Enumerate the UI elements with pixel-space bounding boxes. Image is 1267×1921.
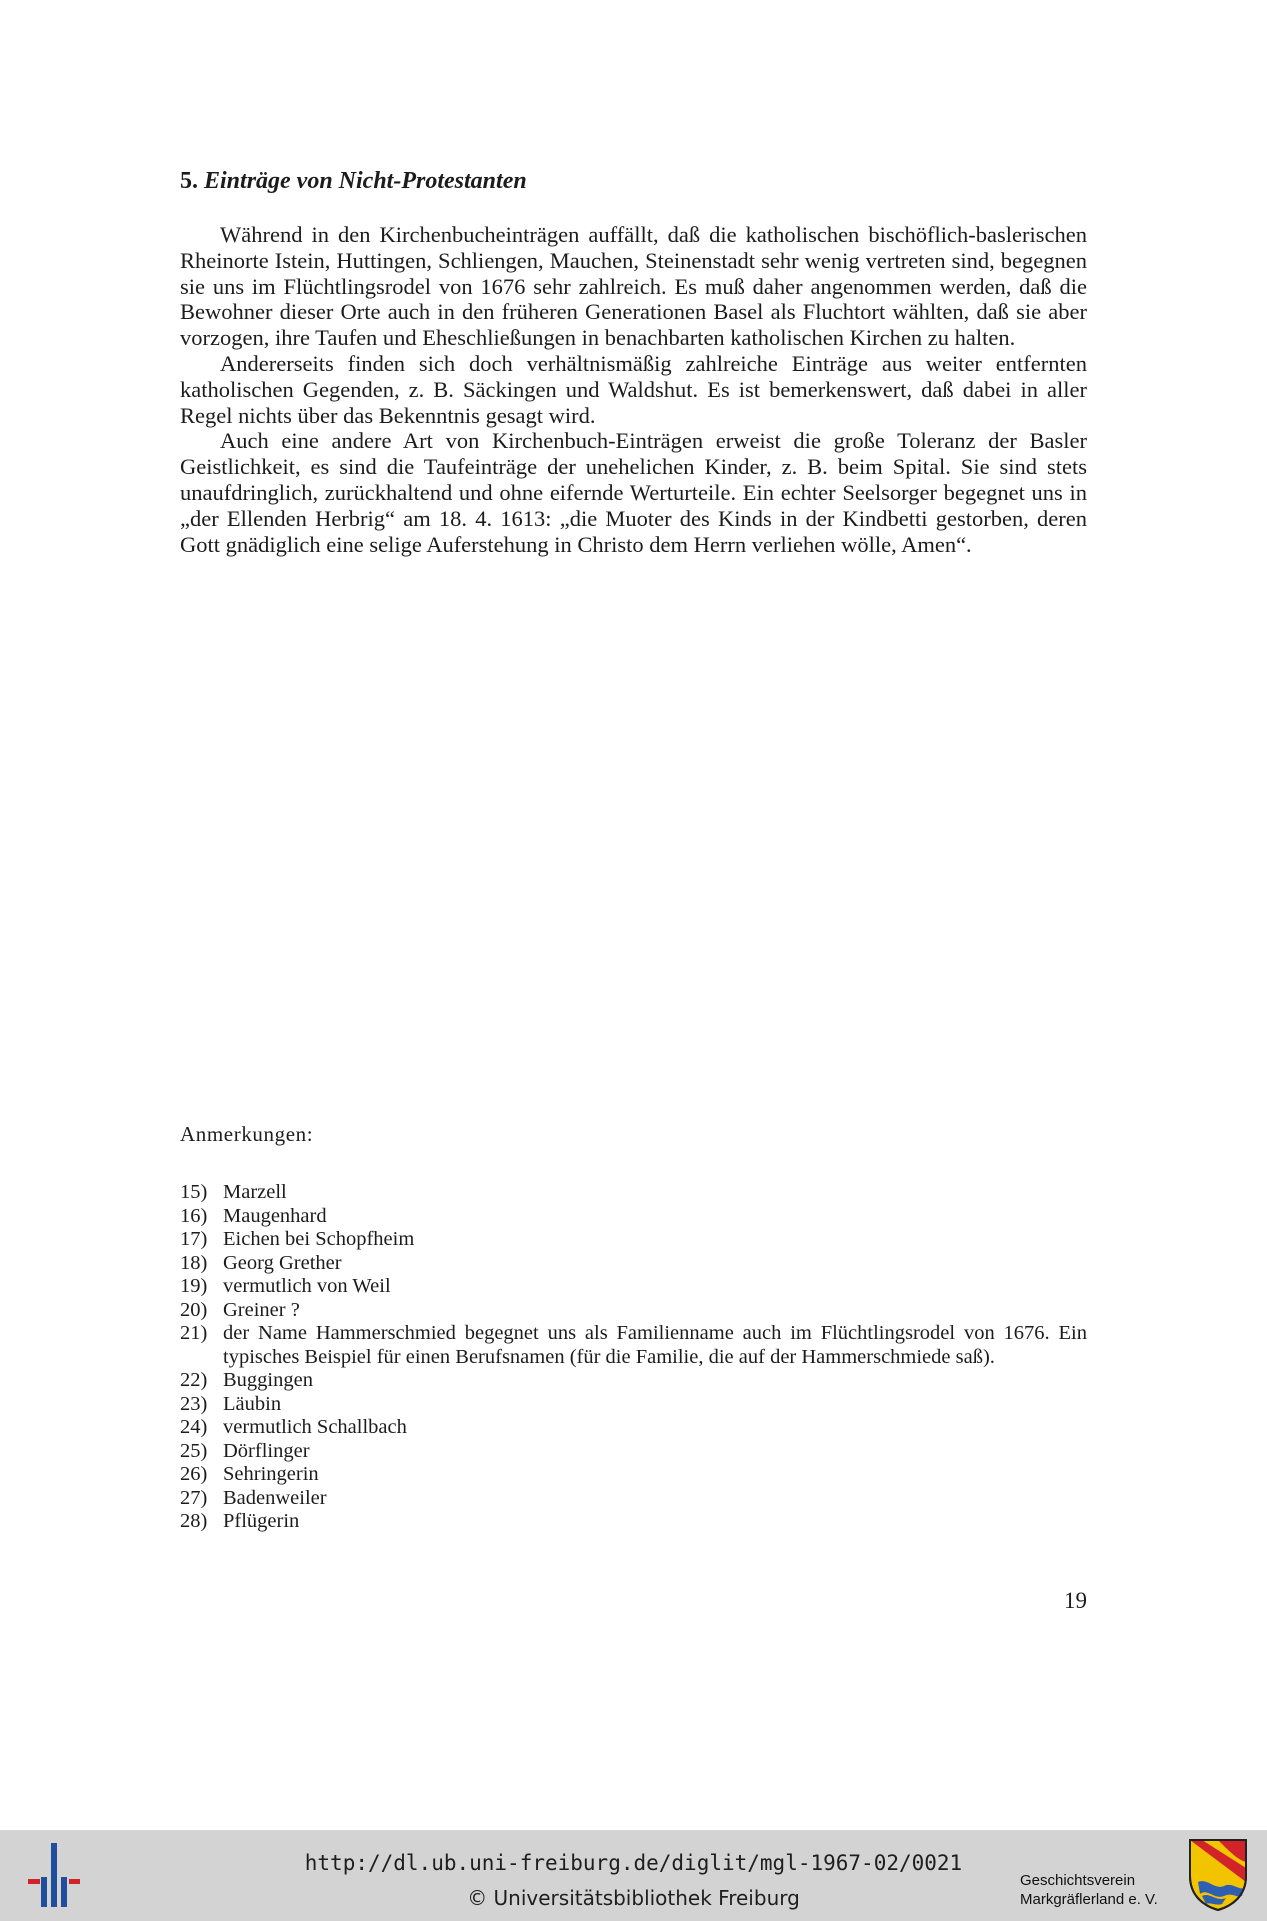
note-item [180,1416,1087,1440]
note-number: 18) [180,1251,208,1274]
section-number: 5. [180,168,198,194]
note-item [180,1228,1087,1252]
note-item [180,1487,1087,1511]
notes-heading: Anmerkungen: [180,1122,314,1146]
note-text: Buggingen [223,1369,313,1391]
note-item [180,1181,1087,1205]
note-number: 28) [180,1510,208,1532]
note-item [180,1205,1087,1229]
note-text: Pflügerin [223,1510,300,1532]
body-text [180,222,1087,557]
note-number: 15) [180,1181,208,1203]
footer-url-link[interactable]: http://dl.ub.uni-freiburg.de/diglit/mgl-1967-02/0021 [304,1851,963,1875]
society-name-line1: Geschichtsverein [1020,1872,1136,1889]
paragraph: Während in den Kirchenbucheinträgen auffällt, daß die katholischen bischöflich-baslerischen Rheinorte Istein, Huttingen, Schliengen, Mauchen, Steinenstadt sehr wenig vertreten sind, begegnen sie uns im Flüchtlingsrodel von 1676 sehr zahlreich. Es muß daher angenommen werden, daß die Bewohner dieser Orte auch in den früheren Generationen Basel als Fluchtort wählten, daß sie aber vorzogen, ihre Taufen und Eheschließungen in benachbarten katholischen Kirchen zu halten. [180,222,1087,351]
note-text: vermutlich von Weil [223,1275,391,1297]
section-title: Einträge von Nicht-Protestanten [204,168,527,194]
note-number: 20) [180,1298,208,1321]
note-item [180,1393,1087,1417]
note-item [180,1440,1087,1464]
note-number: 26) [180,1463,208,1485]
note-item [180,1463,1087,1487]
note-item [180,1299,1087,1323]
note-number: 23) [180,1392,208,1415]
note-item [180,1275,1087,1299]
note-item [180,1510,1087,1534]
footer-copyright: © Universitätsbibliothek Freiburg [467,1886,800,1910]
note-item [180,1322,1087,1369]
note-number: 25) [180,1439,208,1462]
note-number: 27) [180,1486,208,1509]
notes-list [180,1181,1087,1534]
note-number: 19) [180,1275,208,1297]
paragraph: Auch eine andere Art von Kirchenbuch-Einträgen erweist die große Toleranz der Basler Geistlichkeit, es sind die Taufeinträge der unehelichen Kinder, z. B. beim Spital. Sie sind stets unaufdringlich, zurückhaltend und ohne eifernde Werturteile. Ein echter Seelsorger begegnet uns in „der Ellenden Herbrig“ am 18. 4. 1613: „die Muoter des Kinds in der Kindbetti gestorben, deren Gott gnädiglich eine selige Auferstehung in Christo dem Herrn verliehen wölle, Amen“. [180,428,1087,557]
note-text: Eichen bei Schopfheim [223,1228,415,1250]
note-number: 22) [180,1369,208,1391]
society-name [1020,1871,1158,1909]
coat-of-arms-icon [1188,1838,1248,1912]
note-text: Dörflinger [223,1439,310,1462]
note-text: vermutlich Schallbach [223,1416,407,1438]
note-number: 21) [180,1322,208,1344]
note-text: Sehringerin [223,1463,319,1485]
note-text: Maugenhard [223,1204,327,1227]
section-heading [180,168,527,195]
note-number: 24) [180,1416,208,1438]
note-number: 16) [180,1204,208,1227]
society-name-line2: Markgräflerland e. V. [1020,1891,1158,1908]
note-text: Badenweiler [223,1486,327,1509]
note-item [180,1369,1087,1393]
paragraph: Andererseits finden sich doch verhältnismäßig zahlreiche Einträge aus weiter entfernten katholischen Gegenden, z. B. Säckingen und Waldshut. Es ist bemerkenswert, daß dabei in aller Regel nichts über das Bekenntnis gesagt wird. [180,350,1087,428]
note-text: der Name Hammerschmied begegnet uns als Familienname auch im Flüchtlingsrodel von 1676. Ein typisches Beispiel für einen Berufsnamen (für die Familie, die auf der Hammerschmiede saß). [223,1322,1087,1368]
note-number: 17) [180,1228,208,1250]
note-text: Marzell [223,1181,287,1203]
note-item [180,1252,1087,1276]
note-text: Läubin [223,1392,282,1415]
note-text: Georg Grether [223,1251,342,1274]
note-text: Greiner ? [223,1298,300,1321]
page-number: 19 [1064,1588,1087,1613]
